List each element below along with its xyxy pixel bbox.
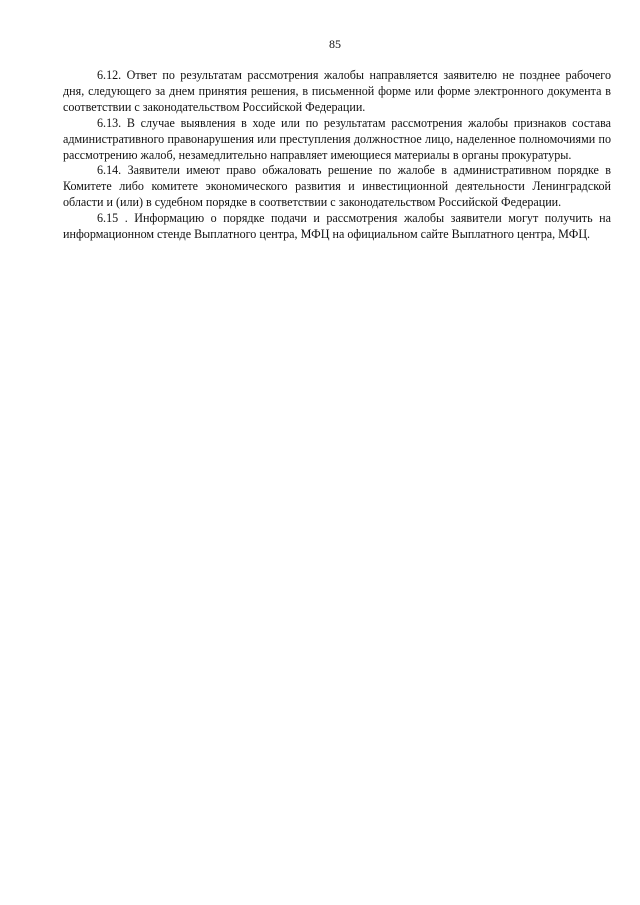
paragraph-6-15: 6.15 . Информацию о порядке подачи и рассмотрения жалобы заявители могут получить на информационном стенде Выплатного центра, МФЦ на официальном сайте Выплатного центра, МФЦ.: [63, 211, 611, 242]
paragraph-6-13: 6.13. В случае выявления в ходе или по результатам рассмотрения жалобы признаков состава административного правонарушения или преступления должностное лицо, наделенное полномочиями по рассмотрению жалоб, незамедлительно направляет имеющиеся материалы в органы прокуратуры.: [63, 115, 611, 162]
document-body: [63, 68, 611, 243]
paragraph-6-12: 6.12. Ответ по результатам рассмотрения жалобы направляется заявителю не позднее рабочего дня, следующего за днем принятия решения, в письменной форме или форме электронного документа в соответствии с законодательством Российской Федерации.: [63, 68, 611, 114]
page-number: 85: [329, 37, 341, 51]
paragraph-6-14: 6.14. Заявители имеют право обжаловать решение по жалобе в административном порядке в Комитете либо комитете экономического развития и инвестиционной деятельности Ленинградской области и (или) в судебном порядке в соответствии с законодательством Российской Федерации.: [63, 163, 611, 210]
